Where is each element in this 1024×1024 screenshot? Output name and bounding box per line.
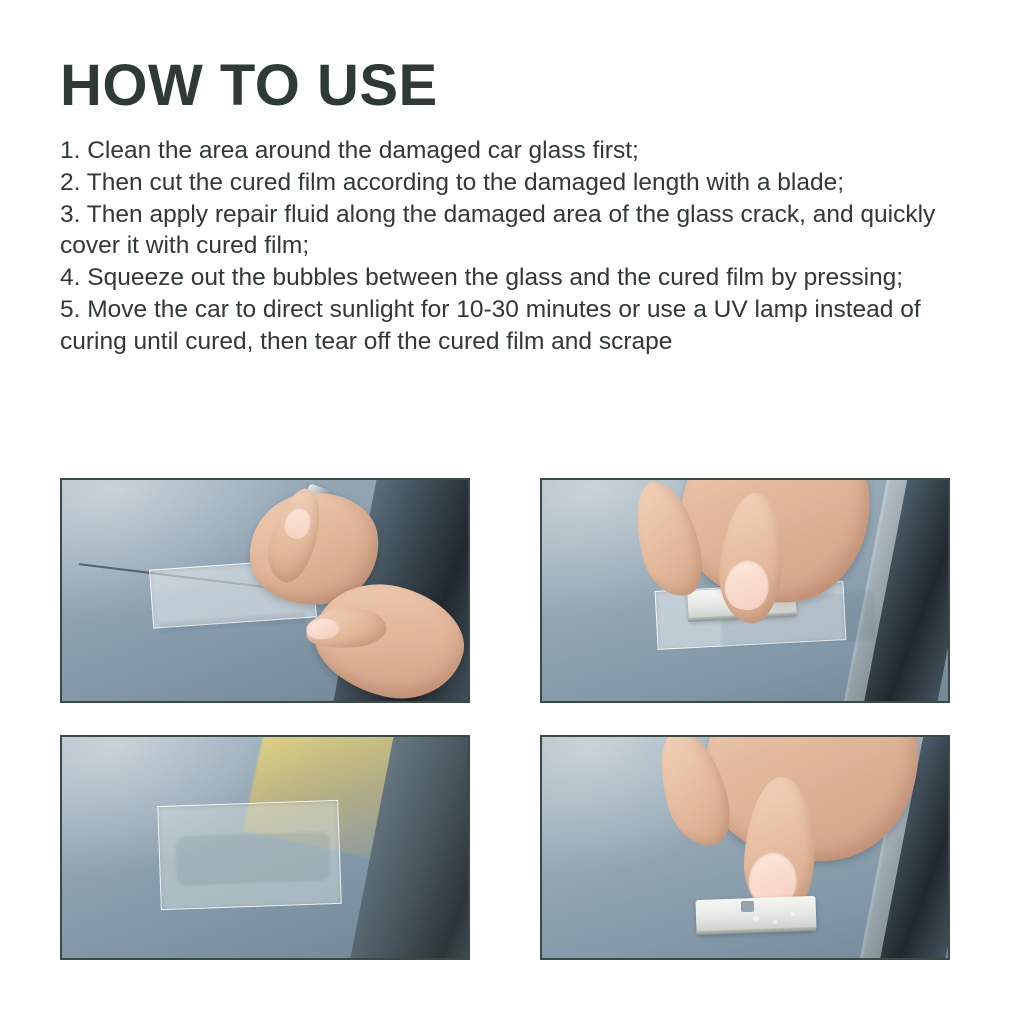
razor-blade-notch xyxy=(741,901,754,912)
scraped-residue xyxy=(790,912,795,916)
instruction-steps xyxy=(60,135,960,358)
instruction-step-4: 4. Squeeze out the bubbles between the glass and the cured film by pressing; xyxy=(60,264,904,292)
photo-step-press-bubbles xyxy=(540,478,950,703)
photo-step-apply-fluid xyxy=(60,478,470,703)
photo-step-scrape-film xyxy=(540,735,950,960)
page-title: HOW TO USE xyxy=(60,53,438,118)
instruction-step-2: 2. Then cut the cured film according to the damaged length with a blade; xyxy=(60,168,845,196)
photo-step-cure-sunlight xyxy=(60,735,470,960)
instruction-step-1: 1. Clean the area around the damaged car glass first; xyxy=(60,136,639,164)
instruction-step-3: 3. Then apply repair fluid along the damaged area of the glass crack, and quickly cover it with cured film; xyxy=(60,200,936,260)
photo-grid xyxy=(60,478,964,960)
instruction-step-5: 5. Move the car to direct sunlight for 10-30 minutes or use a UV lamp instead of curing until cured, then tear off the cured film and scrape xyxy=(60,296,921,355)
film-bubble-shadow xyxy=(175,832,331,886)
